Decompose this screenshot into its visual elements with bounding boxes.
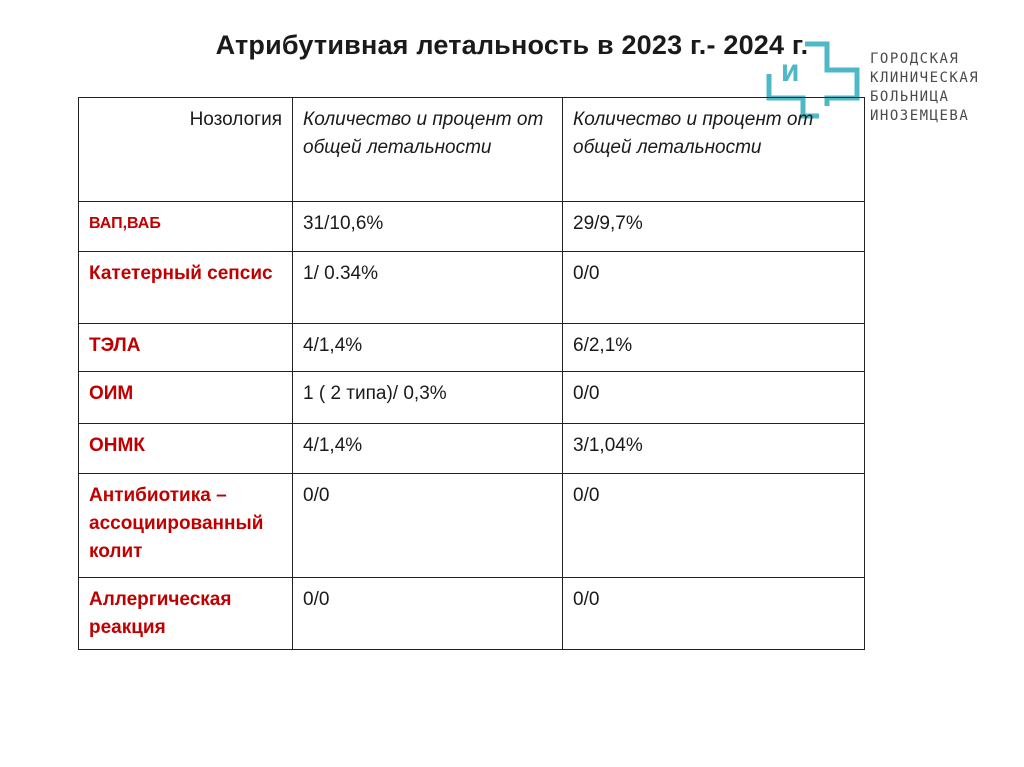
table-row [79,252,865,324]
value-2023-cell: 4/1,4% [293,424,563,474]
mortality-table [78,97,865,650]
nosology-cell: Катетерный сепсис [79,252,293,324]
nosology-cell: ОИМ [79,372,293,424]
logo-line: ИНОЗЕМЦЕВА [870,108,970,124]
value-2023-cell: 1 ( 2 типа)/ 0,3% [293,372,563,424]
value-2023-cell: 0/0 [293,578,563,650]
value-2023-cell: 4/1,4% [293,324,563,372]
logo-letter: И [781,62,800,87]
value-2024-cell: 0/0 [563,372,865,424]
nosology-cell: Антибиотика – ассоциированный колит [79,474,293,578]
table-row [79,372,865,424]
table-row [79,424,865,474]
table-row [79,202,865,252]
header-nosology: Нозология [79,98,293,202]
value-2023-cell: 1/ 0.34% [293,252,563,324]
nosology-cell: ВАП,ВАБ [79,202,293,252]
logo-text [870,50,979,126]
logo-line: КЛИНИЧЕСКАЯ [870,70,980,86]
header-2023: Количество и процент от общей летальности [293,98,563,202]
value-2024-cell: 0/0 [563,578,865,650]
logo-line: ГОРОДСКАЯ [870,51,960,67]
value-2024-cell: 6/2,1% [563,324,865,372]
value-2024-cell: 29/9,7% [563,202,865,252]
header-2024: Количество и процент от общей летальности [563,98,865,202]
value-2023-cell: 0/0 [293,474,563,578]
value-2024-cell: 0/0 [563,252,865,324]
value-2023-cell: 31/10,6% [293,202,563,252]
nosology-cell: ТЭЛА [79,324,293,372]
slide-title: Атрибутивная летальность в 2023 г.- 2024 г. [215,30,809,60]
table-row [79,474,865,578]
logo-line: БОЛЬНИЦА [870,89,950,105]
nosology-cell: ОНМК [79,424,293,474]
table-row [79,578,865,650]
table-row [79,324,865,372]
table-header-row [79,98,865,202]
nosology-cell: Аллергическая реакция [79,578,293,650]
value-2024-cell: 0/0 [563,474,865,578]
value-2024-cell: 3/1,04% [563,424,865,474]
